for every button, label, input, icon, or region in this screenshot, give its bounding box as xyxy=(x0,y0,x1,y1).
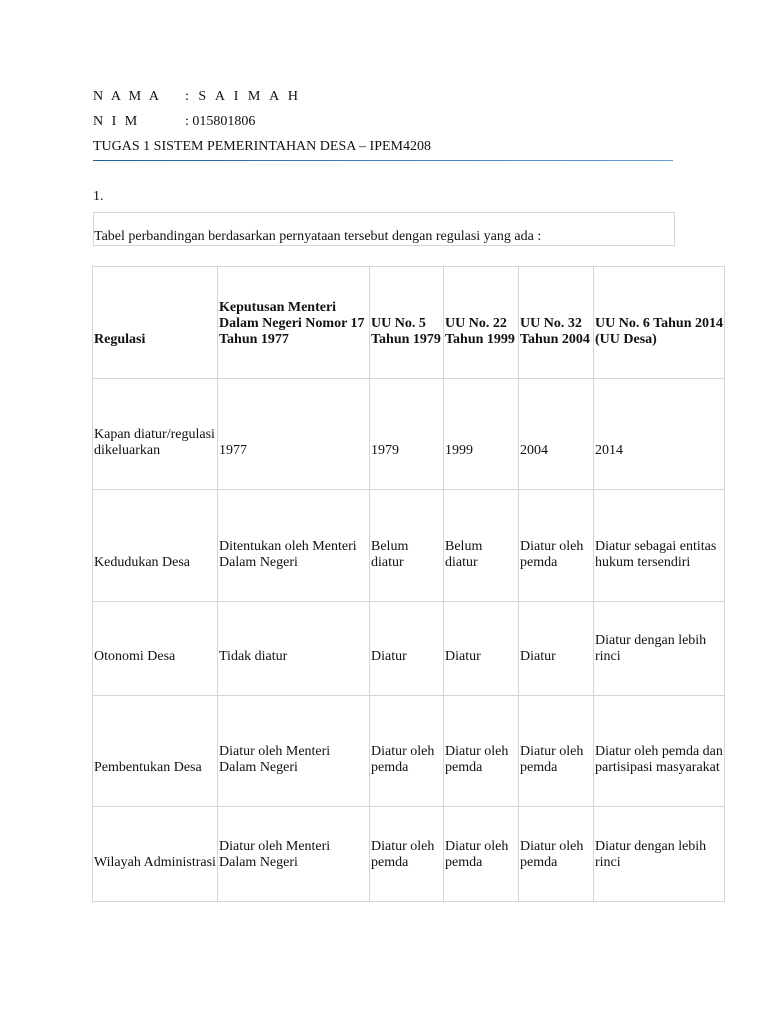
table-cell: Diatur oleh pemda xyxy=(444,807,519,902)
comparison-table xyxy=(92,266,725,902)
table-cell: Diatur xyxy=(370,602,444,696)
nim-line xyxy=(93,113,255,131)
table-cell: Diatur dengan lebih rinci xyxy=(594,807,725,902)
table-cell: Wilayah Administrasi xyxy=(93,807,218,902)
nim-value: : 015801806 xyxy=(185,114,256,129)
table-cell: Diatur xyxy=(519,602,594,696)
document-title: TUGAS 1 SISTEM PEMERINTAHAN DESA – IPEM4208 xyxy=(93,139,432,154)
nim-label: N I M xyxy=(93,114,140,129)
table-cell: Otonomi Desa xyxy=(93,602,218,696)
table-cell: Diatur sebagai entitas hukum tersendiri xyxy=(594,490,725,602)
table-cell: Diatur oleh pemda xyxy=(444,696,519,807)
table-cell: 2004 xyxy=(519,379,594,490)
table-cell: 2014 xyxy=(594,379,725,490)
title-underline xyxy=(93,160,673,161)
table-header-row xyxy=(93,267,725,379)
table-row xyxy=(93,807,725,902)
header-cell: UU No. 32 Tahun 2004 xyxy=(519,267,594,379)
table-cell: Diatur oleh pemda xyxy=(370,807,444,902)
header-cell: Regulasi xyxy=(93,267,218,379)
table-cell: Diatur xyxy=(444,602,519,696)
table-cell: Diatur oleh pemda dan partisipasi masyarakat xyxy=(594,696,725,807)
table-cell: Pembentukan Desa xyxy=(93,696,218,807)
table-cell: Diatur oleh Menteri Dalam Negeri xyxy=(218,807,370,902)
nama-label: N A M A xyxy=(93,89,162,104)
nama-value: : S A I M A H xyxy=(185,89,302,104)
header-cell: UU No. 22 Tahun 1999 xyxy=(444,267,519,379)
intro-box xyxy=(93,212,675,246)
table-cell: Ditentukan oleh Menteri Dalam Negeri xyxy=(218,490,370,602)
table-cell: Belum diatur xyxy=(370,490,444,602)
header-cell: UU No. 5 Tahun 1979 xyxy=(370,267,444,379)
table-row xyxy=(93,602,725,696)
table-cell: 1979 xyxy=(370,379,444,490)
table-cell: Diatur dengan lebih rinci xyxy=(594,602,725,696)
table-cell: 1977 xyxy=(218,379,370,490)
nama-line xyxy=(93,88,301,106)
table-cell: Diatur oleh pemda xyxy=(519,490,594,602)
table-cell: Diatur oleh pemda xyxy=(519,696,594,807)
table-cell: Kedudukan Desa xyxy=(93,490,218,602)
table-row xyxy=(93,490,725,602)
header-cell: Keputusan Menteri Dalam Negeri Nomor 17 Tahun 1977 xyxy=(218,267,370,379)
table-cell: 1999 xyxy=(444,379,519,490)
table-row xyxy=(93,379,725,490)
table-cell: Tidak diatur xyxy=(218,602,370,696)
question-number: 1. xyxy=(93,189,104,204)
table-cell: Belum diatur xyxy=(444,490,519,602)
table-cell: Diatur oleh Menteri Dalam Negeri xyxy=(218,696,370,807)
intro-text: Tabel perbandingan berdasarkan pernyataan tersebut dengan regulasi yang ada : xyxy=(94,229,542,244)
header-cell: UU No. 6 Tahun 2014 (UU Desa) xyxy=(594,267,725,379)
table-cell: Diatur oleh pemda xyxy=(370,696,444,807)
table-cell: Diatur oleh pemda xyxy=(519,807,594,902)
table-row xyxy=(93,696,725,807)
table-cell: Kapan diatur/regulasi dikeluarkan xyxy=(93,379,218,490)
